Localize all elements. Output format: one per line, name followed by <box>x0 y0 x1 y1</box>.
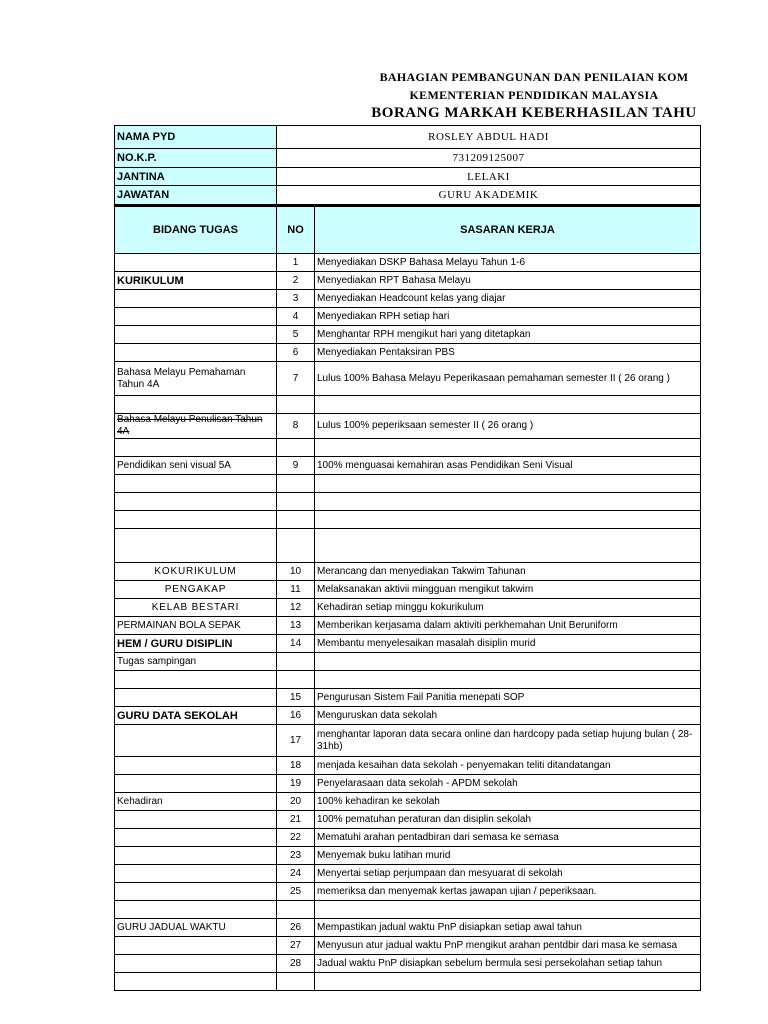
info-value: GURU AKADEMIK <box>277 186 701 206</box>
sasaran-cell: Menyemak buku latihan murid <box>315 847 701 865</box>
sasaran-cell: Menyediakan Headcount kelas yang diajar <box>315 290 701 308</box>
sasaran-cell: Mematuhi arahan pentadbiran dari semasa ke semasa <box>315 829 701 847</box>
sasaran-cell: Penyelarasaan data sekolah - APDM sekolah <box>315 775 701 793</box>
form-title: BORANG MARKAH KEBERHASILAN TAHU <box>371 105 697 121</box>
sasaran-cell <box>315 396 701 414</box>
bidang-cell <box>115 326 277 344</box>
table-row <box>115 883 701 901</box>
bidang-cell <box>115 529 277 563</box>
no-cell: 14 <box>277 635 315 653</box>
no-cell: 1 <box>277 254 315 272</box>
column-header-no: NO <box>277 206 315 254</box>
bidang-cell <box>115 671 277 689</box>
sasaran-cell: Menyediakan Pentaksiran PBS <box>315 344 701 362</box>
bidang-cell <box>115 308 277 326</box>
table-row <box>115 775 701 793</box>
sasaran-cell <box>315 511 701 529</box>
no-cell: 18 <box>277 757 315 775</box>
table-row <box>115 493 701 511</box>
no-cell <box>277 901 315 919</box>
bidang-cell: KURIKULUM <box>115 272 277 290</box>
sasaran-cell: Merancang dan menyediakan Takwim Tahunan <box>315 563 701 581</box>
table-row <box>115 937 701 955</box>
bidang-cell <box>115 865 277 883</box>
bidang-cell: Bahasa Melayu Penulisan Tahun 4A <box>115 414 277 439</box>
bidang-cell: Pendidikan seni visual 5A <box>115 457 277 475</box>
bidang-cell <box>115 775 277 793</box>
table-row <box>115 847 701 865</box>
table-row <box>115 326 701 344</box>
sasaran-cell: menjada kesaihan data sekolah - penyemakan teliti ditandatangan <box>315 757 701 775</box>
table-row <box>115 955 701 973</box>
no-cell <box>277 396 315 414</box>
sasaran-cell <box>315 671 701 689</box>
table-row <box>115 689 701 707</box>
no-cell <box>277 511 315 529</box>
info-label: JANTINA <box>115 168 277 186</box>
bidang-cell <box>115 811 277 829</box>
sasaran-cell: 100% pematuhan peraturan dan disiplin sekolah <box>315 811 701 829</box>
bidang-cell <box>115 973 277 991</box>
column-header-bidang: BIDANG TUGAS <box>115 206 277 254</box>
sasaran-cell: menghantar laporan data secara online dan hardcopy pada setiap hujung bulan ( 28-31hb) <box>315 725 701 757</box>
no-cell: 15 <box>277 689 315 707</box>
sasaran-cell: Menyertai setiap perjumpaan dan mesyuarat di sekolah <box>315 865 701 883</box>
table-row <box>115 396 701 414</box>
table-row <box>115 707 701 725</box>
bidang-cell: HEM / GURU DISIPLIN <box>115 635 277 653</box>
no-cell: 6 <box>277 344 315 362</box>
table-row <box>115 475 701 493</box>
table-row <box>115 635 701 653</box>
bidang-cell: KELAB BESTARI <box>115 599 277 617</box>
table-row <box>115 973 701 991</box>
bidang-cell: Bahasa Melayu Pemahaman Tahun 4A <box>115 362 277 396</box>
no-cell <box>277 475 315 493</box>
no-cell <box>277 493 315 511</box>
bidang-cell <box>115 883 277 901</box>
no-cell: 19 <box>277 775 315 793</box>
info-row-name <box>115 126 701 149</box>
bidang-cell <box>115 757 277 775</box>
sasaran-cell <box>315 493 701 511</box>
bidang-cell <box>115 344 277 362</box>
no-cell <box>277 439 315 457</box>
sasaran-cell: Lulus 100% peperiksaan semester II ( 26 orang ) <box>315 414 701 439</box>
bidang-cell <box>115 254 277 272</box>
no-cell: 21 <box>277 811 315 829</box>
sasaran-cell <box>315 439 701 457</box>
sasaran-cell: Jadual waktu PnP disiapkan sebelum bermula sesi persekolahan setiap tahun <box>315 955 701 973</box>
bidang-cell: GURU DATA SEKOLAH <box>115 707 277 725</box>
bidang-cell <box>115 475 277 493</box>
table-row <box>115 290 701 308</box>
no-cell <box>277 653 315 671</box>
sasaran-cell <box>315 901 701 919</box>
sasaran-cell: Memberikan kerjasama dalam aktiviti perkhemahan Unit Beruniform <box>315 617 701 635</box>
bidang-cell <box>115 829 277 847</box>
bidang-cell <box>115 901 277 919</box>
no-cell: 5 <box>277 326 315 344</box>
table-row <box>115 439 701 457</box>
no-cell <box>277 671 315 689</box>
table-row <box>115 599 701 617</box>
no-cell: 10 <box>277 563 315 581</box>
no-cell: 24 <box>277 865 315 883</box>
table-row <box>115 254 701 272</box>
bidang-cell: Tugas sampingan <box>115 653 277 671</box>
table-row <box>115 414 701 439</box>
sasaran-cell <box>315 973 701 991</box>
no-cell: 3 <box>277 290 315 308</box>
bidang-cell <box>115 689 277 707</box>
table-row <box>115 308 701 326</box>
no-cell: 7 <box>277 362 315 396</box>
table-row <box>115 457 701 475</box>
table-row <box>115 344 701 362</box>
bidang-cell: KOKURIKULUM <box>115 563 277 581</box>
bidang-cell <box>115 396 277 414</box>
bidang-cell <box>115 725 277 757</box>
no-cell: 20 <box>277 793 315 811</box>
no-cell: 17 <box>277 725 315 757</box>
no-cell: 9 <box>277 457 315 475</box>
bidang-cell: Kehadiran <box>115 793 277 811</box>
table-row <box>115 793 701 811</box>
bidang-cell: GURU JADUAL WAKTU <box>115 919 277 937</box>
table-row <box>115 529 701 563</box>
no-cell: 16 <box>277 707 315 725</box>
no-cell: 25 <box>277 883 315 901</box>
no-cell: 23 <box>277 847 315 865</box>
no-cell <box>277 529 315 563</box>
sasaran-cell: Lulus 100% Bahasa Melayu Peperikasaan pemahaman semester II ( 26 orang ) <box>315 362 701 396</box>
table-row <box>115 563 701 581</box>
bidang-cell <box>115 937 277 955</box>
sasaran-cell: Menyusun atur jadual waktu PnP mengikut arahan pentdbir dari masa ke semasa <box>315 937 701 955</box>
table-row <box>115 362 701 396</box>
bidang-cell <box>115 847 277 865</box>
no-cell: 13 <box>277 617 315 635</box>
info-label: JAWATAN <box>115 186 277 206</box>
bidang-cell <box>115 955 277 973</box>
sasaran-cell: Menyediakan RPT Bahasa Melayu <box>315 272 701 290</box>
column-header-sasaran: SASARAN KERJA <box>315 206 701 254</box>
info-value: 731209125007 <box>277 149 701 168</box>
info-row-gender <box>115 168 701 186</box>
no-cell: 11 <box>277 581 315 599</box>
no-cell: 27 <box>277 937 315 955</box>
sasaran-cell: memeriksa dan menyemak kertas jawapan ujian / peperiksaan. <box>315 883 701 901</box>
table-row <box>115 725 701 757</box>
table-row <box>115 671 701 689</box>
sasaran-cell: Melaksanakan aktivii mingguan mengikut takwim <box>315 581 701 599</box>
no-cell <box>277 973 315 991</box>
table-row <box>115 811 701 829</box>
bidang-cell <box>115 290 277 308</box>
table-row <box>115 581 701 599</box>
no-cell: 4 <box>277 308 315 326</box>
no-cell: 2 <box>277 272 315 290</box>
info-label: NO.K.P. <box>115 149 277 168</box>
header-ministry: KEMENTERIAN PENDIDIKAN MALAYSIA <box>409 88 659 102</box>
no-cell: 28 <box>277 955 315 973</box>
sasaran-cell: Menghantar RPH mengikut hari yang ditetapkan <box>315 326 701 344</box>
bidang-cell <box>115 439 277 457</box>
table-row <box>115 617 701 635</box>
table-row <box>115 653 701 671</box>
sasaran-cell: 100% kehadiran ke sekolah <box>315 793 701 811</box>
sasaran-cell <box>315 653 701 671</box>
sasaran-cell: Mempastikan jadual waktu PnP disiapkan setiap awal tahun <box>315 919 701 937</box>
sasaran-cell: Membantu menyelesaikan masalah disiplin murid <box>315 635 701 653</box>
info-label: NAMA PYD <box>115 126 277 149</box>
sasaran-cell <box>315 475 701 493</box>
bidang-cell <box>115 511 277 529</box>
no-cell: 26 <box>277 919 315 937</box>
info-value: LELAKI <box>277 168 701 186</box>
table-row <box>115 829 701 847</box>
info-value: ROSLEY ABDUL HADI <box>277 126 701 149</box>
no-cell: 8 <box>277 414 315 439</box>
table-row <box>115 919 701 937</box>
bidang-cell <box>115 493 277 511</box>
sasaran-cell: 100% menguasai kemahiran asas Pendidikan Seni Visual <box>315 457 701 475</box>
table-row <box>115 865 701 883</box>
bidang-cell: PENGAKAP <box>115 581 277 599</box>
bidang-cell: PERMAINAN BOLA SEPAK <box>115 617 277 635</box>
info-row-ic <box>115 149 701 168</box>
sasaran-cell: Pengurusan Sistem Fail Panitia menepati SOP <box>315 689 701 707</box>
header-department: BAHAGIAN PEMBANGUNAN DAN PENILAIAN KOM <box>379 70 689 84</box>
sasaran-cell: Menguruskan data sekolah <box>315 707 701 725</box>
table-row <box>115 901 701 919</box>
sasaran-cell: Kehadiran setiap minggu kokurikulum <box>315 599 701 617</box>
sasaran-cell <box>315 529 701 563</box>
table-row <box>115 511 701 529</box>
marks-form-table <box>114 125 701 991</box>
no-cell: 12 <box>277 599 315 617</box>
no-cell: 22 <box>277 829 315 847</box>
table-row <box>115 272 701 290</box>
sasaran-cell: Menyediakan DSKP Bahasa Melayu Tahun 1-6 <box>315 254 701 272</box>
table-header-row <box>115 206 701 254</box>
table-row <box>115 757 701 775</box>
info-row-position <box>115 186 701 206</box>
sasaran-cell: Menyediakan RPH setiap hari <box>315 308 701 326</box>
